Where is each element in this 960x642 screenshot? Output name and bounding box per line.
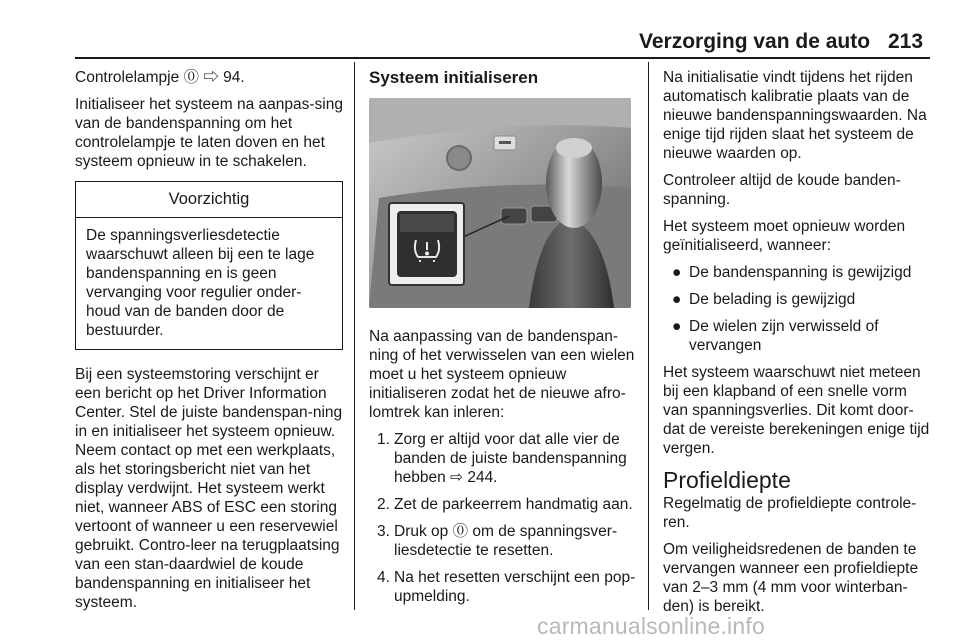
bullet-icon: ●	[672, 264, 682, 281]
tread-replace: Om veiligheidsredenen de banden te vervangen wanneer een profieldiepte van 2–3 mm (4 mm voor winterban-den) is bereikt.	[663, 541, 919, 615]
column-1	[75, 68, 343, 620]
list-item	[369, 430, 637, 487]
bullet-text: De bandenspanning is gewijzigd	[689, 264, 912, 281]
bullet-icon: ●	[672, 318, 682, 335]
section-heading-initialize: Systeem initialiseren	[369, 68, 539, 87]
caution-title: Voorzichtig	[76, 182, 342, 218]
list-item	[369, 522, 637, 560]
reinitialize-when: Het systeem moet opnieuw worden geïnitialiseerd, wanneer:	[663, 218, 906, 254]
step-number: 3.	[377, 523, 390, 540]
caution-text: De spanningsverliesdetectie waarschuwt alleen bij een te lage bandenspanning en is geen vervanging voor regulier onder-houd van de banden door de bestuurder.	[86, 227, 315, 339]
list-item	[663, 290, 931, 309]
caution-box	[75, 181, 343, 350]
bullet-text: De belading is gewijzigd	[689, 291, 856, 308]
step-text: Na het resetten verschijnt een pop-upmelding.	[394, 569, 636, 605]
warning-lamp-ref: Controlelampje ⓪ ⇨ 94.	[75, 69, 245, 86]
step-number: 1.	[377, 431, 390, 448]
step-text: Zet de parkeerrem handmatig aan.	[394, 496, 633, 513]
list-item	[663, 263, 931, 282]
reinitialize-conditions	[663, 263, 931, 355]
cold-pressure-note: Controleer altijd de koude banden-spanning.	[663, 172, 901, 208]
list-item	[663, 317, 931, 355]
page-number: 213	[888, 30, 924, 53]
calibration-paragraph: Na initialisatie vindt tijdens het rijden automatisch kalibratie plaats van de nieuwe bandenspanningswaarden. Na enige tijd rijden slaat het systeem de nieuwe waarden op.	[663, 69, 927, 162]
column-divider-2	[648, 62, 649, 610]
watermark: carmanualsonline.info	[537, 613, 765, 639]
console-photo	[369, 98, 631, 308]
column-divider-1	[354, 62, 355, 610]
section-heading-tread-depth: Profieldiepte	[663, 467, 791, 493]
initialize-intro: Na aanpassing van de bandenspan-ning of het verwisselen van een wielen moet u het systeem opnieuw initialiseren zodat het de nieuwe afro-lomtrek kan inleren:	[369, 328, 635, 421]
step-number: 4.	[377, 569, 390, 586]
no-immediate-warning: Het systeem waarschuwt niet meteen bij een klapband of een snelle vorm van spanningsverlies. Dit komt door-dat de vereiste berekeningen enige tijd vergen.	[663, 364, 930, 457]
column-3	[663, 68, 931, 624]
list-item	[369, 495, 637, 514]
step-number: 2.	[377, 496, 390, 513]
bullet-text: De wielen zijn verwisseld of vervangen	[689, 318, 879, 354]
list-item	[369, 568, 637, 606]
column-2	[369, 68, 637, 614]
initialize-instruction: Initialiseer het systeem na aanpas-sing van de bandenspanning om het controlelampje te laten doven en het systeem opnieuw in te schakelen.	[75, 96, 343, 170]
tread-check: Regelmatig de profieldiepte controle-ren.	[663, 495, 917, 531]
gear-console-illustration	[369, 98, 631, 308]
malfunction-paragraph: Bij een systeemstoring verschijnt er een bericht op het Driver Information Center. Stel de juiste bandenspan-ning in en initialiseer het systeem opnieuw. Neem contact op met een werkplaats, als het storingsbericht niet van het display verdwijnt. Het systeem werkt niet, wanneer ABS of ESC een storing vertoont of wanneer u een reservewiel gebruikt. Contro-leer na terugplaatsing van een stan-daardwiel de koude bandenspanning en initialiseer het systeem.	[75, 366, 343, 611]
bullet-icon: ●	[672, 291, 682, 308]
step-text: Zorg er altijd voor dat alle vier de banden de juiste bandenspanning hebben ⇨ 244.	[394, 431, 627, 486]
initialize-steps	[369, 430, 637, 606]
page-header-title: Verzorging van de auto	[639, 30, 871, 53]
header-rule	[75, 57, 930, 59]
step-text: Druk op ⓪ om de spanningsver-liesdetectie te resetten.	[394, 523, 618, 559]
